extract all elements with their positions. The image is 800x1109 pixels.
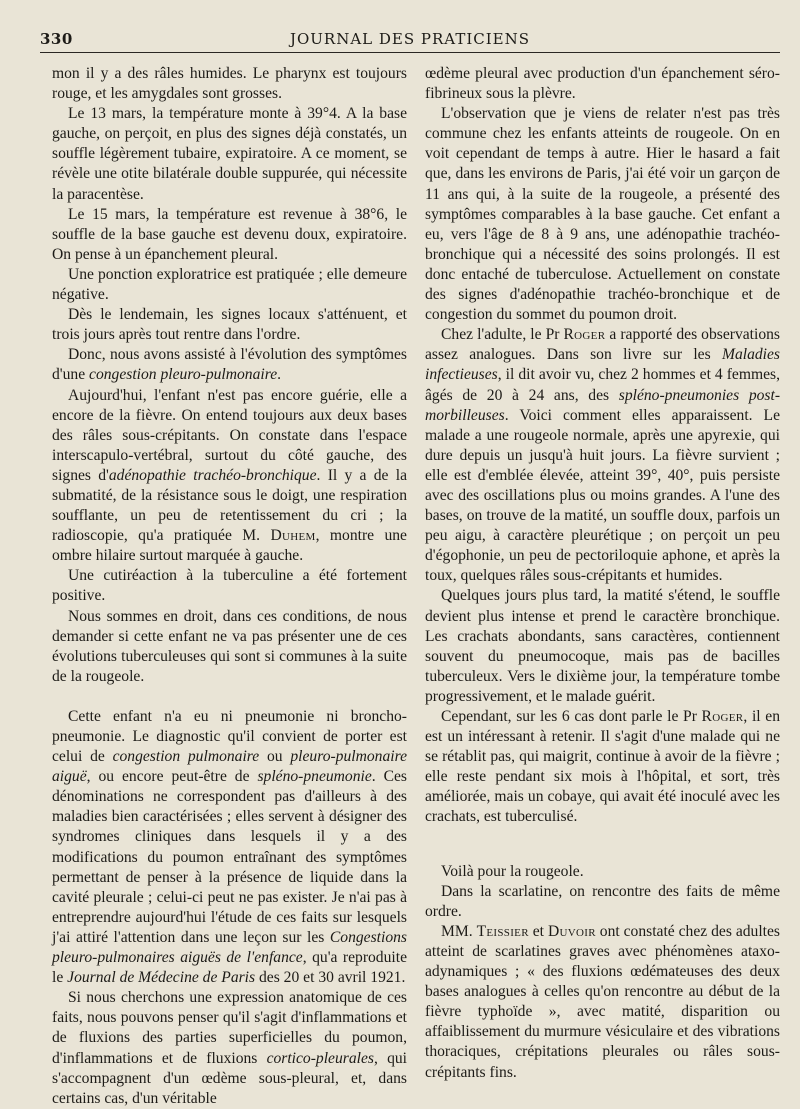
paragraph: œdème pleural avec production d'un épanchement séro-fibrineux sous la plèvre. bbox=[425, 65, 780, 103]
paragraph: Le 13 mars, la température monte à 39°4. A la base gauche, on perçoit, en plus des signes déjà constatés, un souffle légèrement tubaire, expiratoire. A ce moment, se révèle une otite bilatérale double suppurée, qui nécessite la paracentèse. bbox=[52, 105, 407, 203]
right-column bbox=[425, 64, 780, 1083]
paragraph: mon il y a des râles humides. Le pharynx est toujours rouge, et les amygdales sont grosses. bbox=[52, 65, 407, 103]
section-gap bbox=[52, 687, 407, 707]
paragraph: Voilà pour la rougeole. bbox=[441, 862, 584, 880]
paragraph: L'observation que je viens de relater n'est pas très commune chez les enfants atteints de rougeole. On en voit cependant de temps à autre. Hier le hasard a fait que, dans les environs de Paris, j'ai été voir un garçon de 11 ans qui, à la suite de la rougeole, a présenté des symptômes comparables à la base gauche. Cet enfant a eu, vers l'âge de 8 à 9 ans, une adénopathie trachéo-bronchique qui a nécessité des soins prolongés. Il est donc entaché de tuberculose. Actuellement on constate des signes d'adénopathie trachéo-bronchique et de congestion du sommet du poumon droit. bbox=[425, 105, 780, 324]
paragraph: Quelques jours plus tard, la matité s'étend, le souffle devient plus intense et prend le caractère bronchique. Les crachats abondants, sans caractères, contiennent souvent du pneumocoque, mais pas de bacilles tuberculeux. Vers le dixième jour, la température tombe progressivement, et le malade guérit. bbox=[425, 587, 780, 705]
paragraph: Nous sommes en droit, dans ces conditions, de nous demander si cette enfant ne va pas présenter une de ces évolutions tuberculeuses qui sont si communes à la suite de la rougeole. bbox=[52, 607, 407, 685]
paragraph: Une ponction exploratrice est pratiquée ; elle demeure négative. bbox=[52, 265, 407, 304]
paragraph: Si nous cherchons une expression anatomique de ces faits, nous pouvons penser qu'il s'agit d'inflammations et de fluxions des parties superficielles du poumon, d'inflammations et de fluxions cortico-pleurales, qui s'accompagnent d'un œdème sous-pleural, et, dans certains cas, d'un véritable bbox=[52, 989, 407, 1107]
paragraph: Cette enfant n'a eu ni pneumonie ni broncho-pneumonie. Le diagnostic qu'il convient de porter est celui de congestion pulmonaire ou pleuro-pulmonaire aiguë, ou encore peut-être de spléno-pneumonie. Ces dénominations ne correspondent pas d'ailleurs à des maladies bien caractérisées ; elles servent à désigner des syndromes cliniques dans lesquels il y a des modifications du poumon entraînant des symptômes permettant de penser à la présence de liquide dans la cavité pleurale ; celui-ci peut ne pas exister. Je n'ai pas à entreprendre aujourd'hui l'étude de ces faits sur lesquels j'ai attiré l'attention dans une leçon sur les Congestions pleuro-pulmonaires aiguës de l'enfance, qu'a reproduite le Journal de Médecine de Paris des 20 et 30 avril 1921. bbox=[52, 707, 408, 987]
journal-title: JOURNAL DES PRATICIENS bbox=[289, 30, 531, 48]
paragraph: MM. Teissier et Duvoir ont constaté chez des adultes atteint de scarlatines graves avec phénomènes ataxo-adynamiques ; « des fluxions œdémateuses des deux bases analogues à celles qu'on rencontre au début de la fièvre typhoïde », avec matité, disparition ou affaiblissement du murmure vésiculaire et des vibrations thoraciques, crépitations pleurales ou râles sous-crépitants fins. bbox=[425, 922, 780, 1081]
paragraph: Aujourd'hui, l'enfant n'est pas encore guérie, elle a encore de la fièvre. On entend toujours aux deux bases des râles sous-crépitants. On constate dans l'espace interscapulo-vertébral, surtout du côté gauche, des signes d'adénopathie trachéo-bronchique. Il y a de la submatité, de la résistance sous le doigt, une respiration soufflante, un peu de retentissement du cri ; la radioscopie, qu'a pratiquée M. Duhem, montre une ombre hilaire surtout marquée à gauche. bbox=[52, 386, 407, 565]
paragraph: Chez l'adulte, le Pr Roger a rapporté des observations assez analogues. Dans son livre sur les Maladies infectieuses, il dit avoir vu, chez 2 hommes et 4 femmes, âgés de 20 à 24 ans, des spléno-pneumonies post-morbilleuses. Voici comment elles apparaissent. Le malade a une rougeole normale, après une apyrexie, qui dure depuis un jusqu'à huit jours. La fièvre survient ; elle est d'emblée élevée, atteint 39°, 40°, puis persiste avec des oscillations plus ou moins grandes. A l'une des bases, on trouve de la matité, un souffle doux, parfois un peu aigu, à caractère pleurétique ; on perçoit un peu d'égophonie, un peu de pectoriloquie aphone, et après la toux, quelques râles sous-crépitants et humides. bbox=[425, 326, 781, 585]
paragraph: Cependant, sur les 6 cas dont parle le Pr Roger, il en est un intéressant à retenir. Il s'agit d'une malade qui ne se rétablit pas, qui maigrit, continue à avoir de la fièvre ; elle reste pendant six mois à l'hôpital, et sort, très améliorée, mais un cobaye, qui avait été inoculé avec les crachats, est tuberculisé. bbox=[425, 708, 780, 826]
left-column bbox=[52, 64, 407, 1109]
paragraph: Dans la scarlatine, on rencontre des faits de même ordre. bbox=[425, 882, 780, 920]
page-number: 330 bbox=[40, 30, 73, 48]
paragraph: Dès le lendemain, les signes locaux s'atténuent, et trois jours après tout rentre dans l'ordre. bbox=[52, 306, 407, 344]
section-gap bbox=[425, 828, 780, 862]
paragraph: Le 15 mars, la température est revenue à 38°6, le souffle de la base gauche est devenu doux, expiratoire. On pense à un épanchement pleural. bbox=[52, 205, 407, 263]
paragraph: Donc, nous avons assisté à l'évolution des symptômes d'une congestion pleuro-pulmonaire. bbox=[52, 346, 407, 384]
page-header bbox=[40, 30, 780, 53]
paragraph: Une cutiréaction à la tuberculine a été fortement positive. bbox=[52, 567, 407, 605]
